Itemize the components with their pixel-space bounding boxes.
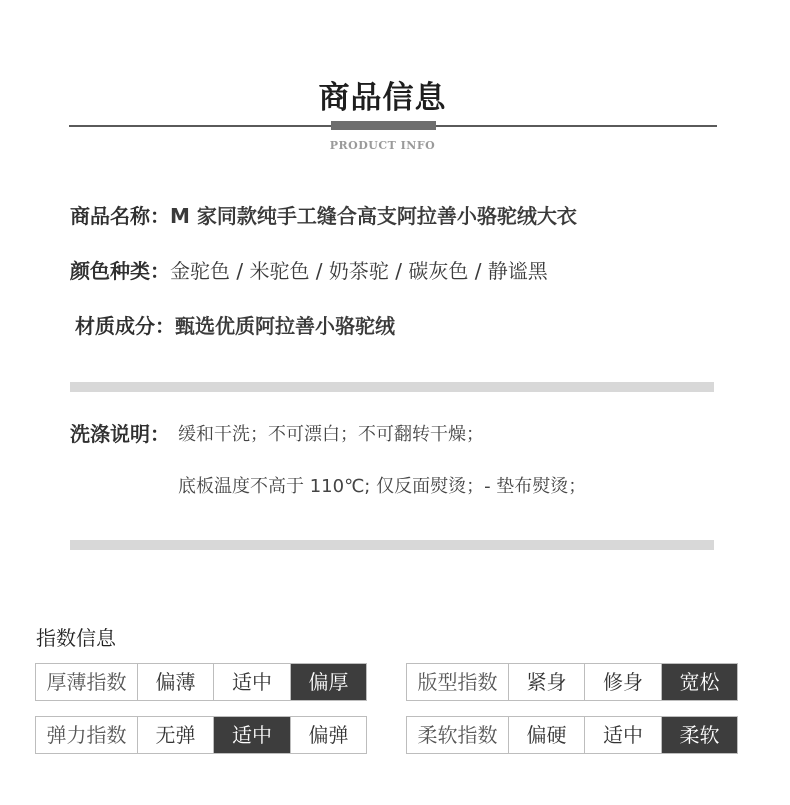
product-name-value: M 家同款纯手工缝合高支阿拉善小骆驼绒大衣 <box>170 204 577 228</box>
softness-index-label: 柔软指数 <box>417 723 498 747</box>
softness-option: 柔软 <box>661 717 737 753</box>
elasticity-option: 偏弹 <box>290 717 366 753</box>
product-colors-row <box>70 255 548 284</box>
fit-option: 宽松 <box>661 664 737 700</box>
care-label: 洗涤说明： <box>70 422 170 446</box>
softness-option: 偏硬 <box>508 717 584 753</box>
elasticity-option: 适中 <box>213 717 290 753</box>
product-material-value: 甄选优质阿拉善小骆驼绒 <box>175 314 395 338</box>
product-colors-value: 金驼色 / 米驼色 / 奶茶驼 / 碳灰色 / 静谧黑 <box>170 259 548 283</box>
fit-index-label: 版型指数 <box>417 670 498 694</box>
section-separator <box>70 540 714 550</box>
softness-index-table <box>406 716 738 754</box>
fit-index-table <box>406 663 738 701</box>
index-section-title: 指数信息 <box>36 626 116 650</box>
product-name-label: 商品名称： <box>70 204 170 228</box>
section-separator <box>70 382 714 392</box>
thickness-option: 偏薄 <box>137 664 213 700</box>
care-instructions-line-1: 缓和干洗；不可漂白；不可翻转干燥； <box>178 424 484 445</box>
fit-option: 修身 <box>584 664 661 700</box>
title-divider-accent <box>331 121 436 130</box>
elasticity-index-label: 弹力指数 <box>46 723 127 747</box>
fit-option: 紧身 <box>508 664 584 700</box>
softness-option: 适中 <box>584 717 661 753</box>
elasticity-index-table <box>35 716 367 754</box>
elasticity-option: 无弹 <box>137 717 213 753</box>
product-material-row <box>75 310 395 339</box>
page-title: 商品信息 <box>318 80 447 116</box>
thickness-index-table <box>35 663 367 701</box>
care-instructions-line-2: 底板温度不高于 110℃; 仅反面熨烫；- 垫布熨烫； <box>178 476 587 497</box>
thickness-option: 适中 <box>213 664 290 700</box>
thickness-option: 偏厚 <box>290 664 366 700</box>
product-name-row <box>70 200 577 229</box>
thickness-index-label: 厚薄指数 <box>46 670 127 694</box>
page-subtitle: PRODUCT INFO <box>329 139 436 152</box>
product-colors-label: 颜色种类： <box>70 259 170 283</box>
product-material-label: 材质成分： <box>75 314 175 338</box>
